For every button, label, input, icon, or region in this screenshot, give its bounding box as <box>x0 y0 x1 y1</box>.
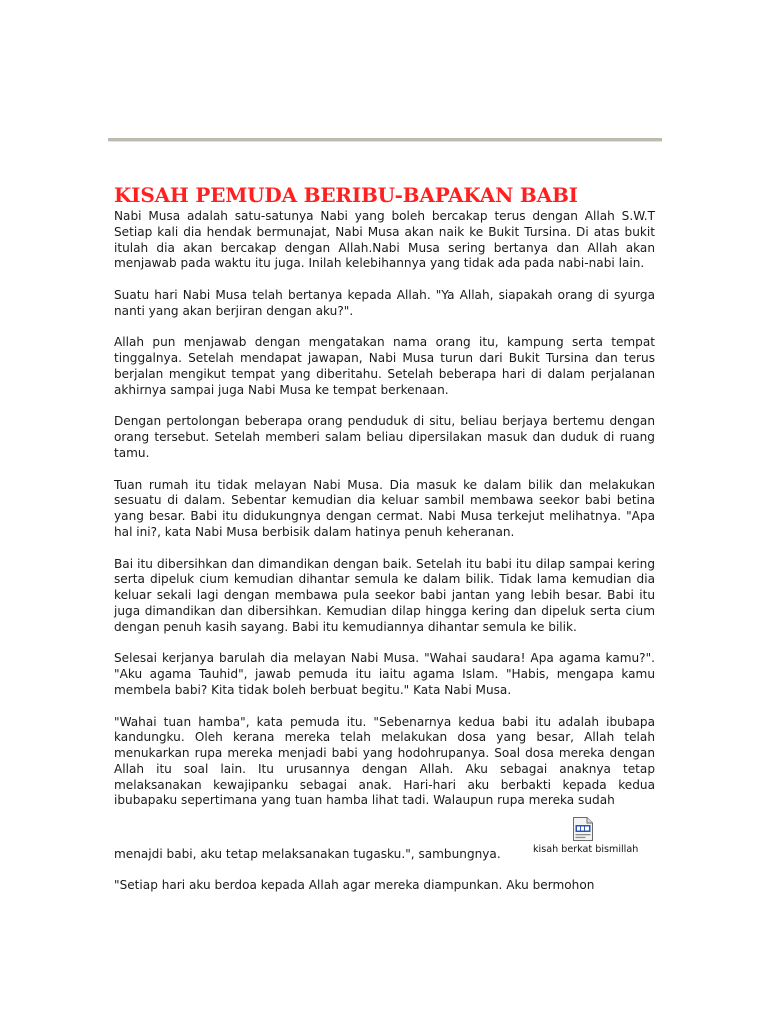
embedded-file-attachment[interactable] <box>530 815 640 859</box>
horizontal-divider <box>108 138 662 142</box>
paragraph: Selesai kerjanya barulah dia melayan Nabi Musa. "Wahai saudara! Apa agama kamu?". "Aku agama Tauhid", jawab pemuda itu iaitu agama Islam. "Habis, mengapa kamu membela babi? Kita tidak boleh berbuat begitu." Kata Nabi Musa. <box>114 651 655 697</box>
paragraph-continuation: menajdi babi, aku tetap melaksanakan tugasku.", sambungnya. <box>114 847 501 862</box>
attachment-label: kisah berkat bismillah <box>533 844 639 856</box>
paragraph: Suatu hari Nabi Musa telah bertanya kepada Allah. "Ya Allah, siapakah orang di syurga nanti yang akan berjiran dengan aku?". <box>114 287 655 318</box>
document-file-icon <box>572 817 594 841</box>
story-body <box>114 209 655 894</box>
story-title: KISAH PEMUDA BERIBU-BAPAKAN BABI <box>114 183 578 207</box>
paragraph: "Setiap hari aku berdoa kepada Allah agar mereka diampunkan. Aku bermohon <box>114 878 595 893</box>
paragraph: Nabi Musa adalah satu-satunya Nabi yang boleh bercakap terus dengan Allah S.W.T Setiap kali dia hendak bermunajat, Nabi Musa akan naik ke Bukit Tursina. Di atas bukit itulah dia akan bercakap dengan Allah.Nabi Musa sering bertanya dan Allah akan menjawab pada waktu itu juga. Inilah kelebihannya yang tidak ada pada nabi-nabi lain. <box>114 209 655 271</box>
paragraph: Dengan pertolongan beberapa orang penduduk di situ, beliau berjaya bertemu dengan orang tersebut. Setelah memberi salam beliau dipersilakan masuk dan duduk di ruang tamu. <box>114 414 655 460</box>
paragraph-continuation-row <box>114 809 655 863</box>
paragraph: Tuan rumah itu tidak melayan Nabi Musa. Dia masuk ke dalam bilik dan melakukan sesuatu di dalam. Sebentar kemudian dia keluar sambil membawa seekor babi betina yang besar. Babi itu didukungnya dengan cermat. Nabi Musa terkejut melihatnya. "Apa hal ini?, kata Nabi Musa berbisik dalam hatinya penuh keheranan. <box>114 477 655 539</box>
paragraph: "Wahai tuan hamba", kata pemuda itu. "Sebenarnya kedua babi itu adalah ibubapa kandungku. Oleh kerana mereka telah melakukan dosa yang besar, Allah telah menukarkan rupa mereka menjadi babi yang hodohrupanya. Soal dosa mereka dengan Allah itu soal lain. Itu urusannya dengan Allah. Aku sebagai anaknya tetap melaksanakan kewajipanku sebagai anak. Hari-hari aku berbakti kepada kedua ibubapaku sepertimana yang tuan hamba lihat tadi. Walaupun rupa mereka sudah <box>114 714 655 808</box>
paragraph: Bai itu dibersihkan dan dimandikan dengan baik. Setelah itu babi itu dilap sampai kering serta dipeluk cium kemudian dihantar semula ke dalam bilik. Tidak lama kemudian dia keluar sekali lagi dengan membawa pula seekor babi jantan yang lebih besar. Babi itu juga dimandikan dan dibersihkan. Kemudian dilap hingga kering dan dipeluk serta cium dengan penuh kasih sayang. Babi itu kemudiannya dihantar semula ke bilik. <box>114 556 655 634</box>
paragraph: Allah pun menjawab dengan mengatakan nama orang itu, kampung serta tempat tinggalnya. Setelah mendapat jawapan, Nabi Musa turun dari Bukit Tursina dan terus berjalan mengikut tempat yang diberitahu. Setelah beberapa hari di dalam perjalanan akhirnya sampai juga Nabi Musa ke tempat berkenaan. <box>114 335 655 397</box>
